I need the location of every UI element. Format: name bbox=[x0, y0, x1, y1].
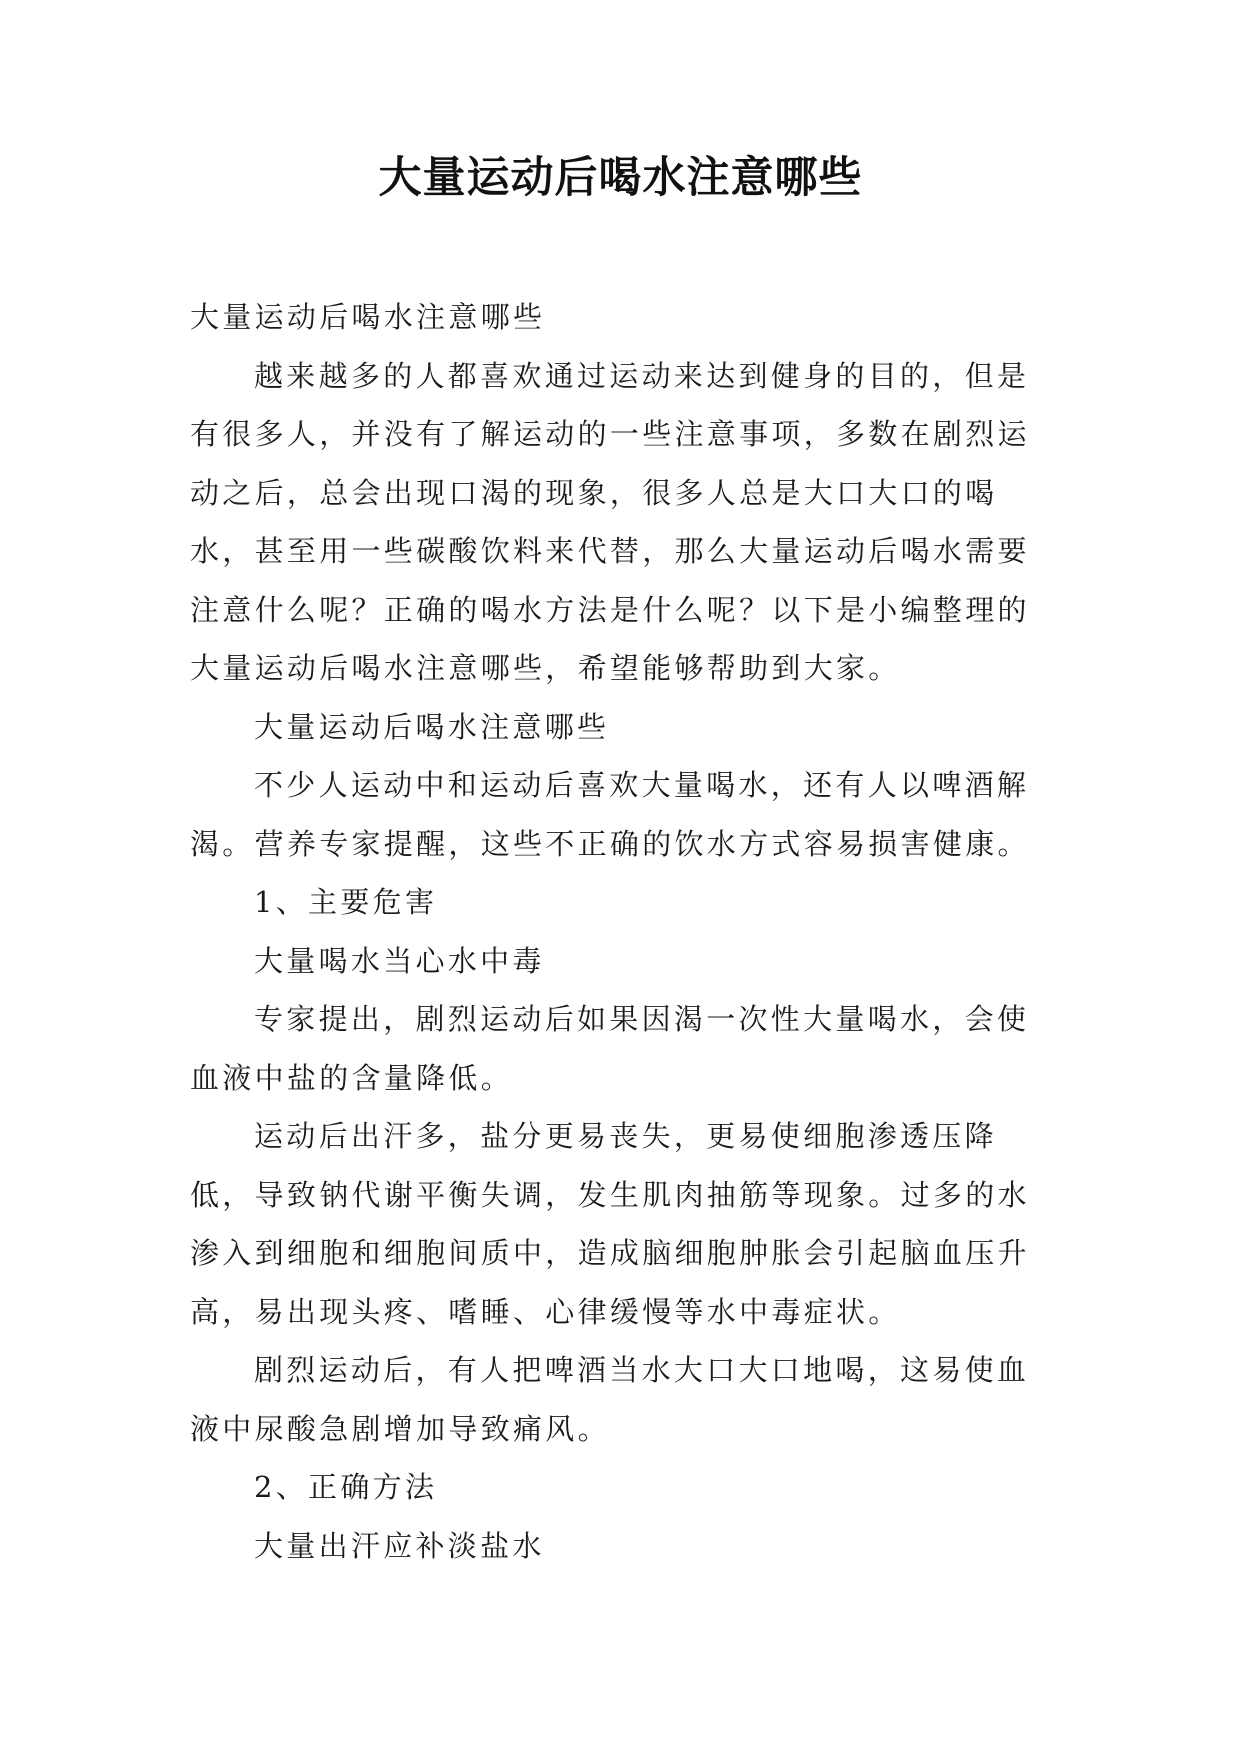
document-body bbox=[190, 288, 1055, 1575]
numbered-heading-1: 1、主要危害 bbox=[254, 885, 438, 919]
intro-paragraph: 越来越多的人都喜欢通过运动来达到健身的目的，但是有很多人，并没有了解运动的一些注意事项，多数在剧烈运动之后，总会出现口渴的现象，很多人总是大口大口的喝水，甚至用一些碳酸饮料来代替，那么大量运动后喝水需要注意什么呢？正确的喝水方法是什么呢？以下是小编整理的大量运动后喝水注意哪些，希望能够帮助到大家。 bbox=[190, 358, 1030, 685]
body-paragraph: 不少人运动中和运动后喜欢大量喝水，还有人以啤酒解渴。营养专家提醒，这些不正确的饮水方式容易损害健康。 bbox=[190, 768, 1030, 861]
document-title: 大量运动后喝水注意哪些 bbox=[378, 153, 863, 203]
sub-heading: 大量出汗应补淡盐水 bbox=[254, 1528, 545, 1563]
numbered-heading-2: 2、正确方法 bbox=[254, 1470, 438, 1504]
body-paragraph: 运动后出汗多，盐分更易丧失，更易使细胞渗透压降低，导致钠代谢平衡失调，发生肌肉抽筋等现象。过多的水渗入到细胞和细胞间质中，造成脑细胞肿胀会引起脑血压升高，易出现头疼、嗜睡、心律缓慢等水中毒症状。 bbox=[190, 1119, 1030, 1329]
section-heading: 大量运动后喝水注意哪些 bbox=[254, 709, 610, 744]
subtitle-paragraph: 大量运动后喝水注意哪些 bbox=[190, 300, 546, 334]
body-paragraph: 剧烈运动后，有人把啤酒当水大口大口地喝，这易使血液中尿酸急剧增加导致痛风。 bbox=[190, 1353, 1030, 1446]
sub-heading: 大量喝水当心水中毒 bbox=[254, 943, 545, 978]
body-paragraph: 专家提出，剧烈运动后如果因渴一次性大量喝水，会使血液中盐的含量降低。 bbox=[190, 1002, 1030, 1095]
